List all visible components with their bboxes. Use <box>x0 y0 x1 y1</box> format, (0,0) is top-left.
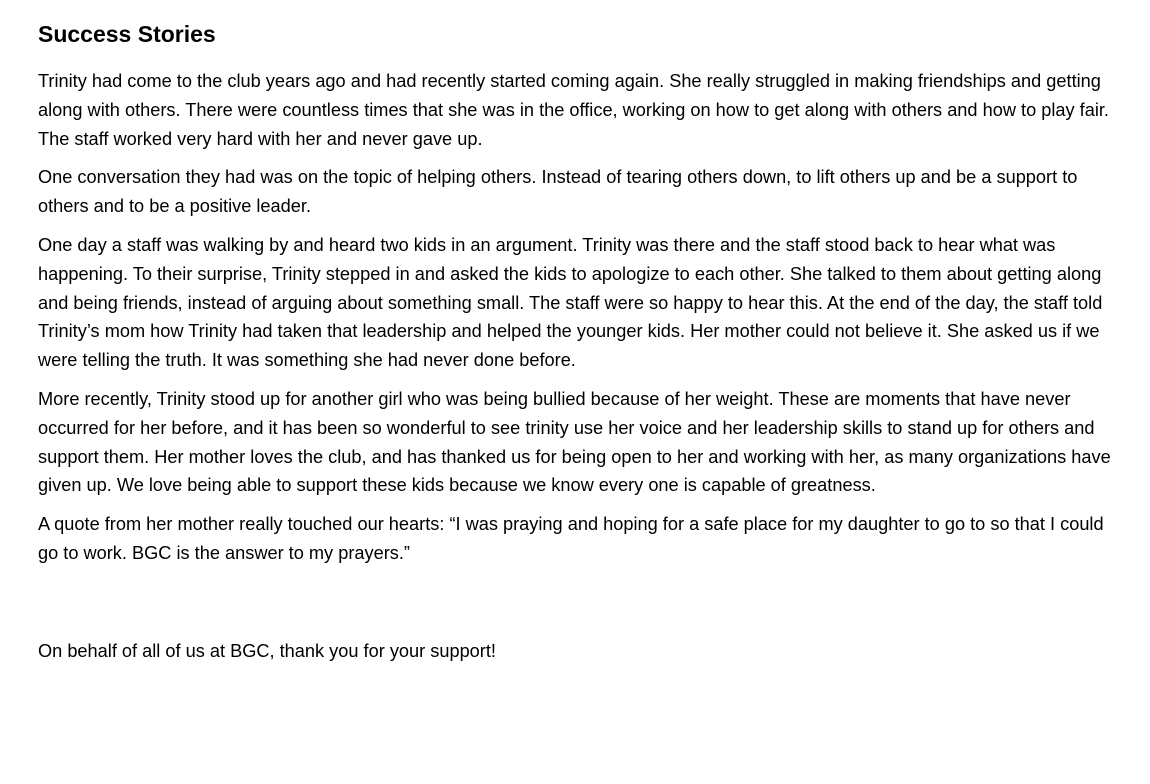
paragraph-intro: Trinity had come to the club years ago and had recently started coming again. She really struggled in making friendships and getting along with others. There were countless times that she was in the office, working on how to get along with others and how to play fair. The staff worked very hard with her and never gave up. <box>38 71 1109 149</box>
closing-line: On behalf of all of us at BGC, thank you for your support! <box>38 640 496 661</box>
paragraph-recent-story: More recently, Trinity stood up for another girl who was being bullied because of her weight. These are moments that have never occurred for her before, and it has been so wonderful to see trinity use her voice and her leadership skills to stand up for others and support them. Her mother loves the club, and has thanked us for being open to her and working with her, as many organizations have given up. We love being able to support these kids because we know every one is capable of greatness. <box>38 388 1111 496</box>
paragraph-conversation: One conversation they had was on the topic of helping others. Instead of tearing others down, to lift others up and be a support to others and to be a positive leader. <box>38 167 1078 217</box>
document-page <box>38 18 1118 666</box>
paragraph-argument-story: One day a staff was walking by and heard two kids in an argument. Trinity was there and the staff stood back to hear what was happening. To their surprise, Trinity stepped in and asked the kids to apologize to each other. She talked to them about getting along and being friends, instead of arguing about something small. The staff were so happy to hear this. At the end of the day, the staff told Trinity’s mom how Trinity had taken that leadership and helped the younger kids. Her mother could not believe it. She asked us if we were telling the truth. It was something she had never done before. <box>38 234 1103 371</box>
document-title: Success Stories <box>38 21 216 47</box>
paragraph-mother-quote: A quote from her mother really touched our hearts: “I was praying and hoping for a safe place for my daughter to go to so that I could go to work. BGC is the answer to my prayers.” <box>38 514 1104 563</box>
